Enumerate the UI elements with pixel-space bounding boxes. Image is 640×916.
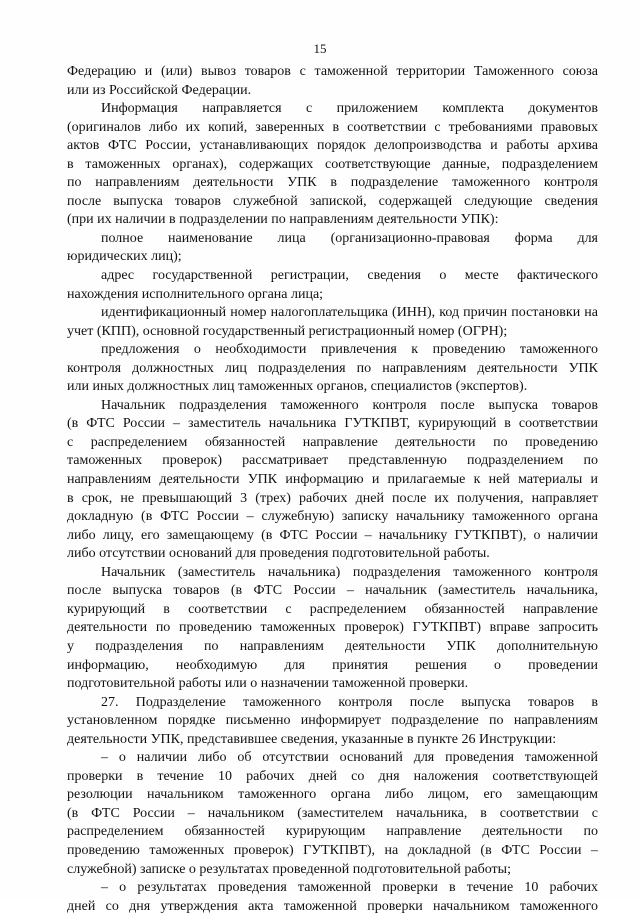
text-line: учет (КПП), основной государственный регистрационный номер (ОГРН);	[67, 323, 508, 339]
text-line: или иных должностных лиц таможенных органов, специалистов (экспертов).	[67, 379, 528, 395]
text-line: подготовительной работы или о назначении таможенной проверки.	[67, 676, 469, 692]
text-line: в срок, не превышающий 3 (трех) рабочих дней после их получения, направляет	[67, 490, 598, 506]
text-line: Начальник подразделения таможенного контроля после выпуска товаров	[101, 397, 598, 413]
text-line: 27. Подразделение таможенного контроля после выпуска товаров в	[101, 694, 598, 710]
text-line: таможенных проверок) рассматривает представленную подразделением по	[67, 453, 598, 469]
page-number: 15	[313, 41, 327, 56]
document-body	[67, 63, 598, 916]
text-line: – о наличии либо об отсутствии оснований для проведения таможенной	[101, 750, 598, 766]
text-line: курирующий в соответствии с распределением обязанностей направление	[67, 601, 598, 617]
text-line: по направлениям деятельности УПК в подразделение таможенного контроля	[67, 175, 598, 191]
text-line: деятельности УПК, представившее сведения, указанные в пункте 26 Инструкции:	[67, 731, 557, 747]
text-line: распределением обязанностей курирующим направление деятельности по	[67, 824, 598, 840]
text-line: актов ФТС России, устанавливающих порядок делопроизводства и работы архива	[67, 138, 598, 154]
text-line: контроля должностных лиц подразделения по направлениям деятельности УПК	[67, 360, 598, 376]
text-line: деятельности по проведению таможенных проверок) ГУТКПВТ) вправе запросить	[67, 620, 598, 636]
text-line: нахождения исполнительного органа лица;	[67, 286, 324, 302]
text-line: после выпуска товаров (в ФТС России – начальник (заместитель начальника,	[67, 583, 598, 599]
text-line: в таможенных органах), содержащих соответствующие данные, подразделением	[67, 156, 598, 172]
text-line: (в ФТС России – начальником (заместителем начальника, в соответствии с	[67, 805, 598, 821]
text-line: после выпуска товаров служебной запиской, содержащей следующие сведения	[67, 193, 598, 209]
text-line: либо отсутствии оснований для проведения подготовительной работы.	[67, 546, 490, 562]
text-line: (при их наличии в подразделении по направлениям деятельности УПК):	[67, 212, 499, 228]
text-line: проверки в течение 10 рабочих дней со дня наложения соответствующей	[67, 768, 598, 784]
text-line: (в ФТС России – заместитель начальника ГУТКПВТ, курирующий в соответствии	[67, 416, 598, 432]
text-line: у подразделения по направлениям деятельности УПК дополнительную	[67, 638, 598, 654]
text-line: информацию, необходимую для принятия решения о проведении	[67, 657, 598, 673]
text-line: Федерацию и (или) вывоз товаров с таможенной территории Таможенного союза	[67, 64, 598, 79]
text-line: проведению таможенных проверок) ГУТКПВТ), на докладной (в ФТС России –	[67, 842, 598, 858]
text-line: (оригиналов либо их копий, заверенных в соответствии с требованиями правовых	[67, 119, 598, 135]
text-line: Информация направляется с приложением комплекта документов	[101, 101, 598, 117]
text-line: адрес государственной регистрации, сведения о месте фактического	[101, 268, 598, 284]
text-line: или из Российской Федерации.	[67, 82, 252, 98]
text-line: предложения о необходимости привлечения к проведению таможенного	[101, 342, 598, 358]
text-line: с распределением обязанностей направление деятельности по проведению	[67, 434, 598, 450]
text-line: докладную (в ФТС России – служебную) записку начальнику таможенного органа	[67, 509, 598, 525]
text-line: юридических лиц);	[67, 249, 182, 265]
text-line: служебной) записке о результатах проведенной подготовительной работы;	[67, 861, 511, 877]
text-line: полное наименование лица (организационно-правовая форма для	[101, 230, 598, 246]
text-line: направлениям деятельности УПК информацию и прилагаемые к ней материалы и	[67, 472, 598, 488]
text-line: резолюции начальником таможенного органа либо лицом, его замещающим	[67, 787, 598, 803]
text-line: либо лицу, его замещающему (в ФТС России – начальнику ГУТКПВТ), о наличии	[67, 527, 598, 543]
text-line: идентификационный номер налогоплательщика (ИНН), код причин постановки на	[101, 305, 598, 321]
text-line: Начальник (заместитель начальника) подразделения таможенного контроля	[101, 564, 598, 580]
text-line: установленном порядке письменно информирует подразделение по направлениям	[67, 713, 598, 729]
text-line: – о результатах проведения таможенной проверки в течение 10 рабочих	[101, 880, 598, 896]
text-line: дней со дня утверждения акта таможенной проверки начальником таможенного	[67, 898, 598, 914]
